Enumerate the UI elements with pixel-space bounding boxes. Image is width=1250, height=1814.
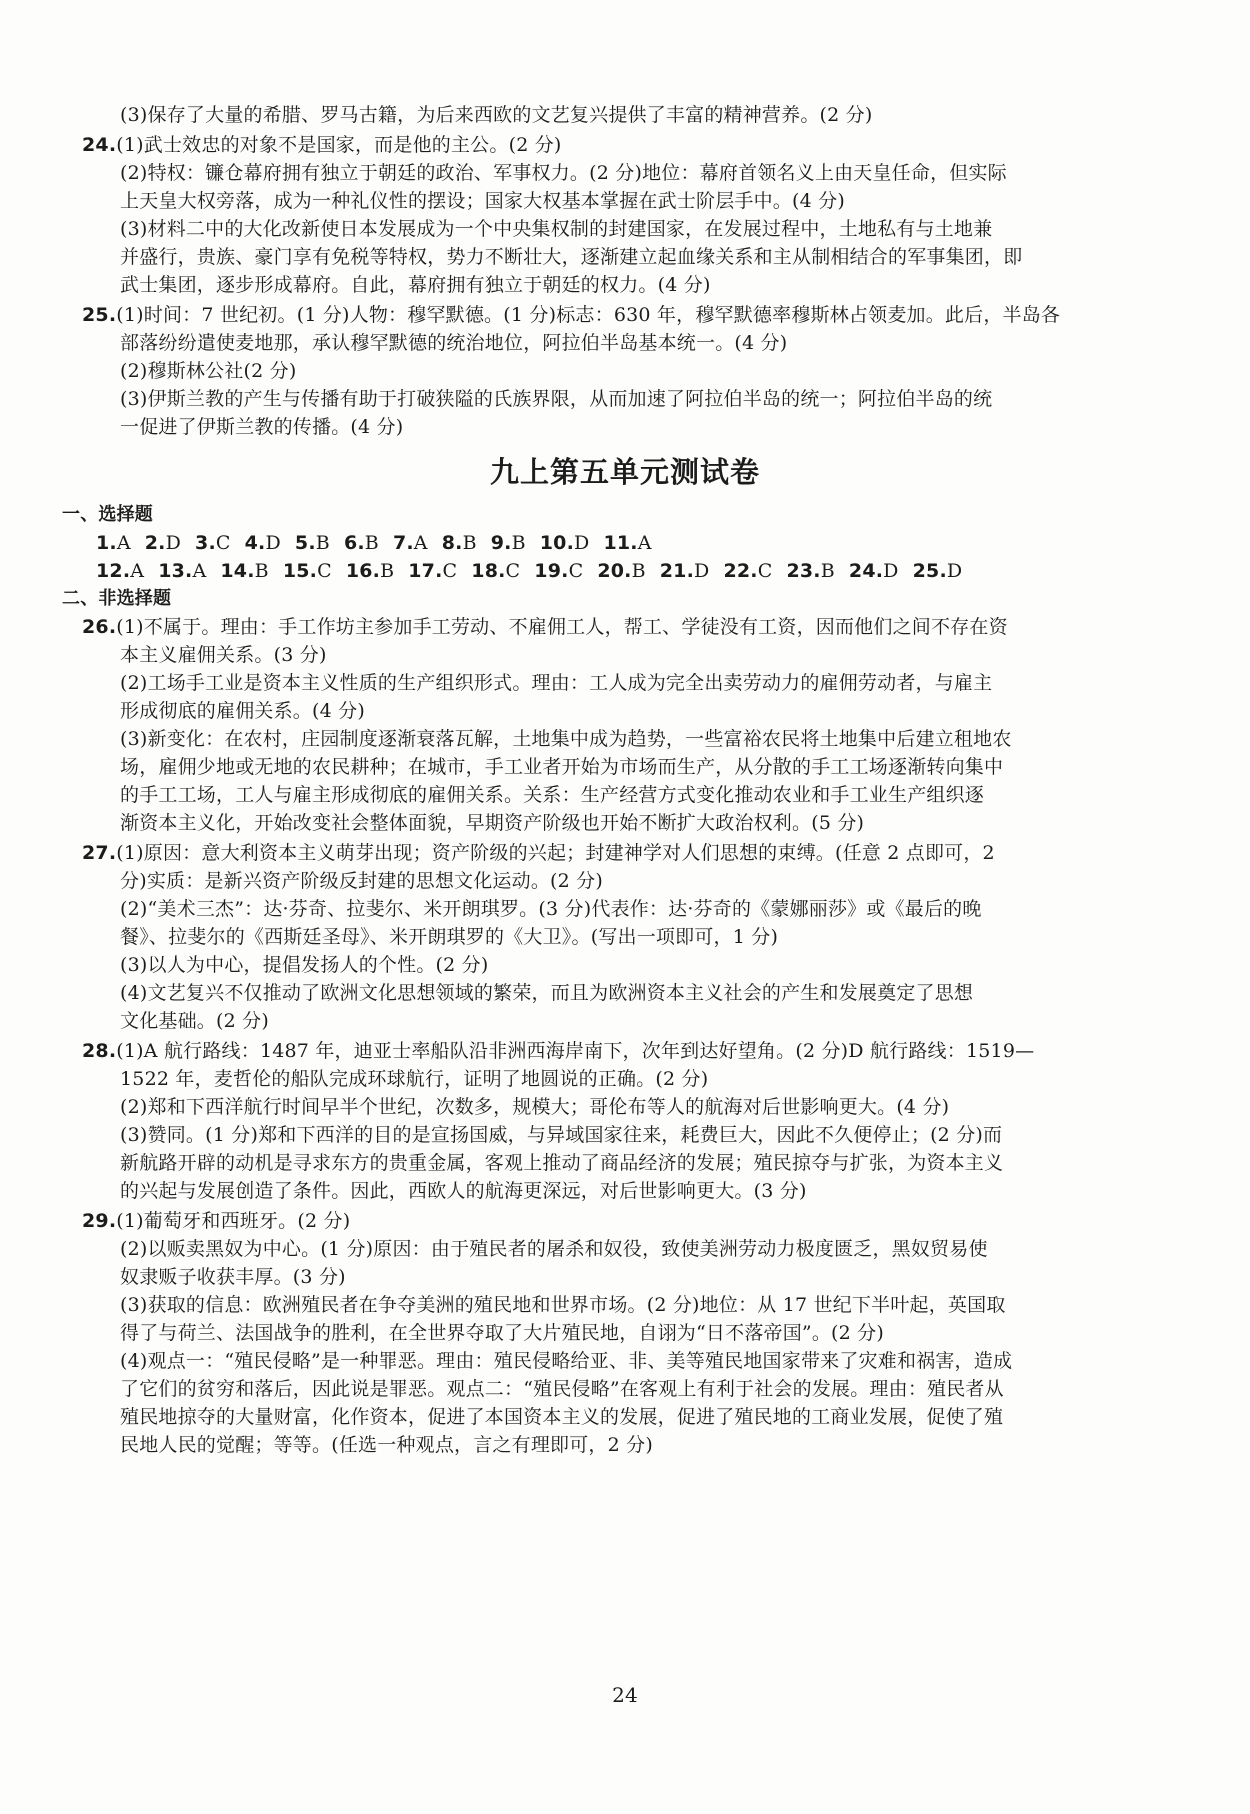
- mc-answer-letter: A: [413, 532, 428, 554]
- mc-answer-number: 25.: [912, 560, 947, 582]
- mc-answer-letter: A: [130, 560, 145, 582]
- mc-answer: [849, 560, 899, 582]
- q29-part3-line1: (3)获取的信息：欧洲殖民者在争夺美洲的殖民地和世界市场。(2 分)地位：从 17 世纪下半叶起，英国取: [120, 1294, 1006, 1316]
- q28-part2: (2)郑和下西洋航行时间早半个世纪，次数多，规模大；哥伦布等人的航海对后世影响更大。(4 分): [120, 1096, 950, 1118]
- mc-answer-letter: A: [192, 560, 207, 582]
- mc-answer: [96, 560, 144, 582]
- mc-answer-letter: C: [215, 532, 231, 554]
- q29-part1-text: (1)葡萄牙和西班牙。(2 分): [116, 1210, 351, 1232]
- q24-part3-line1: (3)材料二中的大化改新使日本发展成为一个中央集权制的封建国家，在发展过程中，土地私有与土地兼: [120, 218, 993, 240]
- q28-number: 28.: [82, 1040, 117, 1062]
- mc-answer-letter: B: [462, 532, 477, 554]
- mc-answer: [471, 560, 520, 582]
- mc-answer-letter: C: [505, 560, 521, 582]
- mc-answer: [660, 560, 710, 582]
- mc-answer-letter: C: [317, 560, 332, 582]
- q24-part3-line3: 武士集团，逐步形成幕府。自此，幕府拥有独立于朝廷的权力。(4 分): [120, 274, 711, 296]
- mc-answers-row1: [96, 528, 666, 558]
- q25-part2: (2)穆斯林公社(2 分): [120, 360, 297, 382]
- mc-answer-number: 19.: [534, 560, 569, 582]
- q26-part3-line1: (3)新变化：在农村，庄园制度逐渐衰落瓦解，土地集中成为趋势，一些富裕农民将土地集中后建立租地农: [120, 728, 1012, 750]
- q26-number: 26.: [82, 616, 117, 638]
- mc-answer: [344, 532, 379, 554]
- q27-part1-text: (1)原因：意大利资本主义萌芽出现；资产阶级的兴起；封建神学对人们思想的束缚。(任意 2 点即可，2: [116, 842, 995, 864]
- q24-part1-text: (1)武士效忠的对象不是国家，而是他的主公。(2 分): [116, 134, 562, 156]
- mc-answer: [220, 560, 268, 582]
- mc-answer-letter: C: [568, 560, 584, 582]
- mc-answer-number: 4.: [244, 532, 266, 554]
- mc-answer: [597, 560, 645, 582]
- section-non-choice: 二、非选择题: [62, 588, 172, 609]
- mc-answer: [786, 560, 834, 582]
- q24-number: 24.: [82, 134, 117, 156]
- q29-part1: [82, 1206, 350, 1236]
- mc-answer-letter: B: [820, 560, 835, 582]
- q29-part2-line1: (2)以贩卖黑奴为中心。(1 分)原因：由于殖民者的屠杀和奴役，致使美洲劳动力极度匮乏，黑奴贸易使: [120, 1238, 988, 1260]
- mc-answer-number: 21.: [659, 560, 695, 582]
- mc-answer-letter: B: [631, 560, 646, 582]
- q27-number: 27.: [82, 842, 117, 864]
- mc-answer: [346, 560, 394, 582]
- q26-part1-text: (1)不属于。理由：手工作坊主参加手工劳动、不雇佣工人，帮工、学徒没有工资，因而他们之间不存在资: [116, 616, 1008, 638]
- mc-answer-letter: B: [254, 560, 269, 582]
- q26-part1-line2: 本主义雇佣关系。(3 分): [120, 644, 327, 666]
- q26-part3-line3: 的手工工场，工人与雇主形成彻底的雇佣关系。关系：生产经营方式变化推动农业和手工业生产组织逐: [120, 784, 985, 806]
- q29-part4-line4: 民地人民的觉醒；等等。(任选一种观点，言之有理即可，2 分): [120, 1434, 653, 1456]
- mc-answer: [491, 532, 526, 554]
- q26-part1-line1: [82, 612, 1008, 642]
- mc-answer: [534, 560, 583, 582]
- q28-part1-text: (1)A 航行路线：1487 年，迪亚士率船队沿非洲西海岸南下，次年到达好望角。(2 分)D 航行路线：1519—: [116, 1040, 1035, 1062]
- q23-part3: (3)保存了大量的希腊、罗马古籍，为后来西欧的文艺复兴提供了丰富的精神营养。(2 分): [120, 104, 873, 126]
- mc-answer-number: 16.: [345, 560, 381, 582]
- q28-part1-line2: 1522 年，麦哲伦的船队完成环球航行，证明了地圆说的正确。(2 分): [120, 1068, 709, 1090]
- mc-answer-number: 12.: [96, 560, 131, 582]
- q27-part1-line2: 分)实质：是新兴资产阶级反封建的思想文化运动。(2 分): [120, 870, 603, 892]
- q25-number: 25.: [82, 304, 117, 326]
- mc-answer-number: 13.: [158, 560, 193, 582]
- q29-part3-line2: 得了与荷兰、法国战争的胜利，在全世界夺取了大片殖民地，自诩为“日不落帝国”。(2 分): [120, 1322, 884, 1344]
- mc-answer-number: 3.: [195, 532, 216, 554]
- q26-part3-line2: 场，雇佣少地或无地的农民耕种；在城市，手工业者开始为市场而生产，从分散的手工工场逐渐转向集中: [120, 756, 1004, 778]
- mc-answer: [393, 532, 428, 554]
- mc-answer-letter: D: [265, 532, 281, 554]
- q27-part2-line1: (2)“美术三杰”：达·芬奇、拉斐尔、米开朗琪罗。(3 分)代表作：达·芬奇的《蒙娜丽莎》或《最后的晚: [120, 898, 982, 920]
- mc-answer-letter: B: [364, 532, 379, 554]
- q27-part3: (3)以人为中心，提倡发扬人的个性。(2 分): [120, 954, 489, 976]
- mc-answer-number: 2.: [144, 532, 166, 554]
- q26-part2-line2: 形成彻底的雇佣关系。(4 分): [120, 700, 365, 722]
- page-number: 24: [612, 1683, 638, 1707]
- q27-part2-line2: 餐》、拉斐尔的《西斯廷圣母》、米开朗琪罗的《大卫》。(写出一项即可，1 分): [120, 926, 779, 948]
- mc-answer-number: 7.: [392, 532, 414, 554]
- q29-part4-line1: (4)观点一：“殖民侵略”是一种罪恶。理由：殖民侵略给亚、非、美等殖民地国家带来了灾难和祸害，造成: [120, 1350, 1013, 1372]
- q24-part2-line1: (2)特权：镰仓幕府拥有独立于朝廷的政治、军事权力。(2 分)地位：幕府首领名义上由天皇任命，但实际: [120, 162, 1007, 184]
- mc-answer-letter: B: [315, 532, 330, 554]
- q25-part3-line2: 一促进了伊斯兰教的传播。(4 分): [120, 416, 404, 438]
- q29-number: 29.: [82, 1210, 117, 1232]
- q25-part3-line1: (3)伊斯兰教的产生与传播有助于打破狭隘的氏族界限，从而加速了阿拉伯半岛的统一；阿拉伯半岛的统: [120, 388, 993, 410]
- mc-answer-number: 11.: [603, 532, 638, 554]
- mc-answer-letter: B: [380, 560, 395, 582]
- mc-answer-number: 10.: [539, 532, 575, 554]
- mc-answers-row2: [96, 556, 976, 586]
- mc-answer-letter: D: [574, 532, 590, 554]
- mc-answer: [723, 560, 772, 582]
- q28-part3-line1: (3)赞同。(1 分)郑和下西洋的目的是宣扬国威，与异域国家往来，耗费巨大，因此不久便停止；(2 分)而: [120, 1124, 1003, 1146]
- mc-answer-number: 24.: [848, 560, 884, 582]
- q26-part2-line1: (2)工场手工业是资本主义性质的生产组织形式。理由：工人成为完全出卖劳动力的雇佣劳动者，与雇主: [120, 672, 993, 694]
- q24-part3-line2: 并盛行，贵族、豪门享有免税等特权，势力不断壮大，逐渐建立起血缘关系和主从制相结合的军事集团，即: [120, 246, 1023, 268]
- mc-answer-number: 20.: [597, 560, 632, 582]
- mc-answer: [603, 532, 651, 554]
- section-multiple-choice: 一、选择题: [62, 504, 153, 525]
- mc-answer-letter: D: [883, 560, 899, 582]
- q24-part1: [82, 130, 562, 160]
- mc-answer: [245, 532, 281, 554]
- mc-answer-number: 8.: [441, 532, 463, 554]
- mc-answer-letter: C: [757, 560, 773, 582]
- mc-answer: [540, 532, 590, 554]
- q26-part3-line4: 渐资本主义化，开始改变社会整体面貌，早期资产阶级也开始不断扩大政治权利。(5 分): [120, 812, 865, 834]
- q29-part4-line2: 了它们的贫穷和落后，因此说是罪恶。观点二：“殖民侵略”在客观上有利于社会的发展。理由：殖民者从: [120, 1378, 1004, 1400]
- q29-part2-line2: 奴隶贩子收获丰厚。(3 分): [120, 1266, 346, 1288]
- mc-answer-letter: A: [637, 532, 652, 554]
- q29-part4-line3: 殖民地掠夺的大量财富，化作资本，促进了本国资本主义的发展，促进了殖民地的工商业发展，促使了殖: [120, 1406, 1004, 1428]
- mc-answer: [195, 532, 231, 554]
- mc-answer-letter: C: [442, 560, 458, 582]
- q24-part2-line2: 上天皇大权旁落，成为一种礼仪性的摆设；国家大权基本掌握在武士阶层手中。(4 分): [120, 190, 845, 212]
- mc-answer: [913, 560, 963, 582]
- mc-answer-number: 23.: [786, 560, 821, 582]
- mc-answer-number: 5.: [294, 532, 316, 554]
- mc-answer-number: 15.: [282, 560, 318, 582]
- mc-answer: [408, 560, 457, 582]
- mc-answer-number: 9.: [490, 532, 512, 554]
- mc-answer-letter: A: [116, 532, 131, 554]
- q25-part1-line1: [82, 300, 1060, 330]
- mc-answer: [295, 532, 330, 554]
- mc-answer: [442, 532, 477, 554]
- mc-answer: [283, 560, 332, 582]
- page-title: 九上第五单元测试卷: [489, 455, 760, 489]
- q28-part1-line1: [82, 1036, 1034, 1066]
- q28-part3-line2: 新航路开辟的动机是寻求东方的贵重金属，客观上推动了商品经济的发展；殖民掠夺与扩张，为资本主义: [120, 1152, 1004, 1174]
- mc-answer-number: 1.: [96, 532, 117, 554]
- mc-answer: [145, 532, 181, 554]
- mc-answer: [158, 560, 206, 582]
- mc-answer-letter: B: [511, 532, 526, 554]
- q25-part1-text: (1)时间：7 世纪初。(1 分)人物：穆罕默德。(1 分)标志：630 年，穆罕默德率穆斯林占领麦加。此后，半岛各: [116, 304, 1061, 326]
- q28-part3-line3: 的兴起与发展创造了条件。因此，西欧人的航海更深远，对后世影响更大。(3 分): [120, 1180, 807, 1202]
- mc-answer-letter: D: [165, 532, 182, 554]
- q25-part1-line2: 部落纷纷遣使麦地那，承认穆罕默德的统治地位，阿拉伯半岛基本统一。(4 分): [120, 332, 788, 354]
- mc-answer-number: 18.: [471, 560, 506, 582]
- mc-answer-number: 17.: [408, 560, 443, 582]
- q27-part4-line2: 文化基础。(2 分): [120, 1010, 269, 1032]
- mc-answer-letter: D: [694, 560, 710, 582]
- q27-part4-line1: (4)文艺复兴不仅推动了欧洲文化思想领域的繁荣，而且为欧洲资本主义社会的产生和发展奠定了思想: [120, 982, 974, 1004]
- mc-answer-number: 14.: [220, 560, 255, 582]
- mc-answer-number: 6.: [343, 532, 365, 554]
- q27-part1-line1: [82, 838, 995, 868]
- mc-answer-number: 22.: [723, 560, 758, 582]
- mc-answer-letter: D: [946, 560, 963, 582]
- mc-answer: [96, 532, 131, 554]
